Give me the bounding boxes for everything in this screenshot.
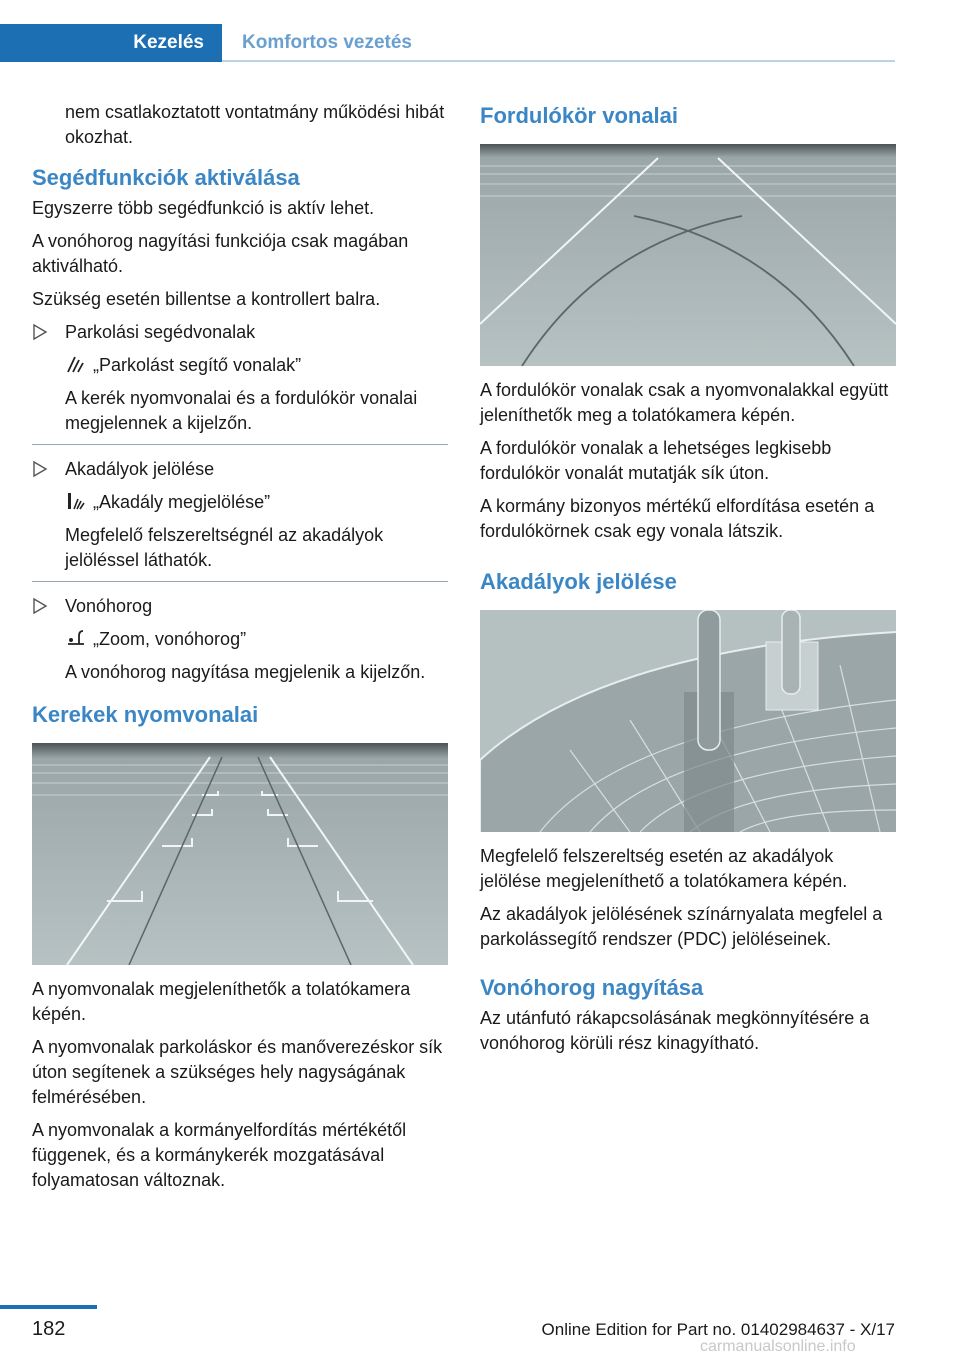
paragraph: A nyomvonalak a kormányelfordítás mértékétől függenek, és a kormánykerék mozgatásával folyamatosan változnak.: [32, 1120, 407, 1190]
list-item-desc: A vonóhorog nagyítása megjelenik a kijelzőn.: [65, 662, 426, 682]
triangle-bullet-icon: [32, 323, 48, 341]
paragraph: Szükség esetén billentse a kontrollert balra.: [32, 289, 381, 309]
paragraph: A nyomvonalak megjeleníthetők a tolatókamera képén.: [32, 979, 411, 1024]
right-column: [480, 100, 896, 1064]
intro-text: nem csatlakoztatott vontatmány működési hibát okozhat.: [65, 102, 445, 147]
page-header: [0, 24, 895, 62]
menu-entry: [65, 627, 448, 652]
header-underline: [222, 60, 895, 62]
list-item: [32, 320, 448, 436]
page-number: 182: [32, 1318, 66, 1340]
paragraph: A fordulókör vonalak a lehetséges legkisebb fordulókör vonalát mutatják sík úton.: [480, 438, 832, 483]
watermark: carmanualsonline.info: [700, 1338, 856, 1355]
list-item-desc: A kerék nyomvonalai és a fordulókör vonalai megjelennek a kijelzőn.: [65, 388, 418, 433]
heading-akadalyok: Akadályok jelölése: [480, 569, 677, 594]
list-item-label: Akadályok jelölése: [65, 459, 215, 479]
list-item-label: Vonóhorog: [65, 596, 153, 616]
paragraph: Az utánfutó rákapcsolásának megkönnyítésére a vonóhorog körüli rész kinagyítható.: [480, 1008, 870, 1053]
list-item: [32, 594, 448, 685]
heading-segedfunkciok: Segédfunkciók aktiválása: [32, 165, 300, 190]
wheel-tracks-figure: [32, 743, 448, 965]
divider: [32, 581, 448, 582]
obstacle-marking-figure: [480, 610, 896, 832]
left-column: [32, 100, 448, 1201]
tow-hitch-icon: [65, 628, 87, 648]
triangle-bullet-icon: [32, 460, 48, 478]
paragraph: A kormány bizonyos mértékű elfordítása esetén a fordulókörnek csak egy vonala látszik.: [480, 496, 875, 541]
paragraph: A vonóhorog nagyítási funkciója csak magában aktiválható.: [32, 231, 409, 276]
menu-entry-text: „Parkolást segítő vonalak”: [93, 355, 302, 375]
paragraph: Az akadályok jelölésének színárnyalata megfelel a parkolássegítő rendszer (PDC) jelöléseinek.: [480, 904, 883, 949]
list-item-desc: Megfelelő felszereltségnél az akadályok jelöléssel láthatók.: [65, 525, 384, 570]
paragraph: A nyomvonalak parkoláskor és manőverezéskor sík úton segítenek a szükséges hely nagyságának felmérésében.: [32, 1037, 443, 1107]
paragraph: Egyszerre több segédfunkció is aktív lehet.: [32, 198, 375, 218]
menu-entry-text: „Akadály megjelölése”: [93, 492, 271, 512]
turning-circle-figure: [480, 144, 896, 366]
obstacle-marking-icon: [65, 491, 87, 511]
list-item-label: Parkolási segédvonalak: [65, 322, 256, 342]
heading-fordulokor: Fordulókör vonalai: [480, 103, 679, 128]
divider: [32, 444, 448, 445]
heading-vonohorog-nagyitasa: Vonóhorog nagyítása: [480, 975, 704, 1000]
menu-entry-text: „Zoom, vonóhorog”: [93, 629, 247, 649]
header-tab-active: Kezelés: [0, 24, 222, 62]
menu-entry: [65, 353, 448, 378]
footer-accent-bar: [0, 1305, 97, 1309]
list-item: [32, 457, 448, 573]
edition-note: Online Edition for Part no. 01402984637 - X/17: [541, 1320, 895, 1339]
triangle-bullet-icon: [32, 597, 48, 615]
header-tab-inactive: Komfortos vezetés: [242, 32, 412, 53]
paragraph: A fordulókör vonalak csak a nyomvonalakkal együtt jeleníthetők meg a tolatókamera képén.: [480, 380, 889, 425]
paragraph: Megfelelő felszereltség esetén az akadályok jelölése megjeleníthető a tolatókamera képén.: [480, 846, 848, 891]
parking-lines-icon: [65, 354, 87, 374]
heading-kerekek-nyomvonalai: Kerekek nyomvonalai: [32, 702, 259, 727]
menu-entry: [65, 490, 448, 515]
